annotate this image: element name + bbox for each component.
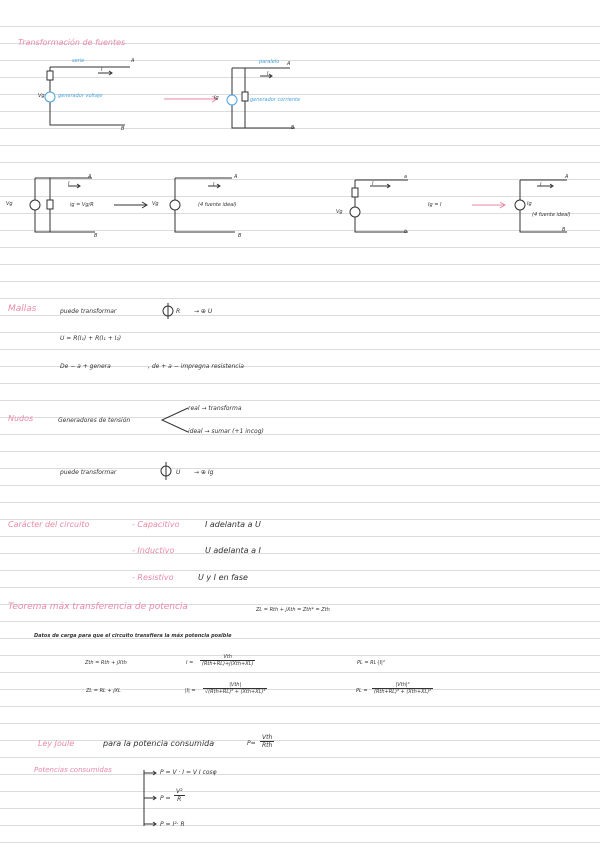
- teorema-i-lhs: I =: [186, 660, 194, 666]
- terminal-b1: B: [121, 126, 125, 132]
- teorema-pl2-frac: [372, 682, 433, 695]
- terminal-b4: B: [238, 233, 242, 239]
- mallas-puede: puede transformar: [60, 308, 117, 315]
- nudos-u: U: [176, 469, 181, 476]
- section-title-teorema: Teorema máx transferencia de potencia: [8, 602, 188, 612]
- potencias-eq2-frac: [174, 788, 185, 803]
- current-i6: I: [540, 182, 542, 188]
- terminal-a3: A: [88, 174, 92, 180]
- mallas-eq-u: U = R(I₁) + R(I₁ + I₂): [60, 335, 122, 342]
- current-i2: I: [267, 71, 269, 77]
- label-generador-voltaje: generador voltaje: [58, 93, 103, 99]
- joule-p-lhs: P=: [247, 740, 256, 747]
- nudos-brace: [160, 406, 190, 434]
- circuit-3: [20, 172, 110, 242]
- note-fuente-ideal: (4 fuente ideal): [198, 202, 237, 208]
- circuit-6: [505, 172, 580, 242]
- terminal-b2: B: [291, 125, 295, 131]
- current-i1: I: [101, 67, 103, 73]
- terminal-a6: A: [565, 174, 569, 180]
- label-paralelo: paralelo: [259, 59, 280, 65]
- section-title-joule: Ley Joule: [38, 739, 75, 748]
- nudos-ideal: ideal → sumar (+1 incog): [188, 428, 264, 435]
- section-title-nudos: Nudos: [8, 414, 34, 423]
- section-title-caracter: Carácter del circuito: [8, 520, 90, 529]
- teorema-abs-lhs: |I| =: [185, 688, 196, 694]
- joule-frac: [260, 734, 274, 749]
- potencias-eq2-num: V²: [176, 788, 183, 795]
- terminal-a2: A: [287, 61, 291, 67]
- mallas-r: R: [176, 308, 181, 315]
- label-ig6: Ig: [527, 201, 532, 207]
- teorema-abs-frac: [203, 682, 267, 695]
- current-i3: I: [68, 181, 70, 187]
- teorema-zl: ZL = RL + jXL: [86, 688, 121, 694]
- section-title-potencias: Potencias consumidas: [34, 766, 112, 774]
- nudos-puede: puede transformar: [60, 469, 117, 476]
- potencias-eq2-lhs: P =: [160, 795, 171, 802]
- label-vg5: Vg: [336, 209, 343, 215]
- label-generador-corriente: generador corriente: [250, 97, 301, 103]
- section-title-transformacion: Transformación de fuentes: [18, 38, 126, 47]
- section-title-mallas: Mallas: [8, 304, 37, 314]
- nudos-real: real → transforma: [188, 405, 242, 412]
- caracter-cap-desc: I adelanta a U: [205, 520, 261, 529]
- eq-ig-i: Ig = I: [428, 202, 442, 208]
- teorema-pl2-den: (Rth+RL)² + (Xth+XL)²: [374, 689, 432, 695]
- teorema-side: ZL = Rth + jXth = Zth* = Zth: [256, 607, 330, 613]
- terminal-a5: a: [404, 174, 408, 180]
- teorema-abs-num: |Vth|: [203, 682, 267, 689]
- potencias-eq1: P = V · I = V I cosφ: [160, 769, 217, 776]
- terminal-a1: A: [131, 58, 135, 64]
- label-vg3: Vg: [6, 201, 13, 207]
- arrow-transform-2: [112, 200, 152, 210]
- potencias-eq3: P = I²· R: [160, 821, 185, 828]
- label-vg1: Vg: [38, 93, 45, 99]
- terminal-b6: B: [562, 227, 566, 233]
- label-vg4: Vg: [152, 201, 159, 207]
- arrow-transform-1: [162, 94, 222, 104]
- terminal-b5: b: [404, 229, 408, 235]
- teorema-pl: PL = RL·|I|²: [357, 660, 385, 666]
- caracter-res-desc: U y I en fase: [198, 573, 248, 582]
- label-serie: serie: [72, 58, 85, 64]
- nudos-rhs: → ⊕ Ig: [194, 469, 214, 476]
- terminal-b3: B: [94, 233, 98, 239]
- mallas-line3a: De − a + genera: [60, 363, 111, 370]
- caracter-ind-desc: U adelanta a I: [205, 546, 261, 555]
- caracter-ind: - Inductivo: [132, 546, 175, 555]
- teorema-note: Datos de carga para que el circuito transfiera la máx potencia posible: [34, 633, 232, 639]
- joule-text: para la potencia consumida: [103, 739, 215, 748]
- joule-den: Rth: [262, 742, 273, 749]
- teorema-abs-den: √(Rth+RL)² + (Xth+XL)²: [205, 689, 266, 695]
- terminal-a4: A: [234, 174, 238, 180]
- teorema-pl2-num: |Vth|²: [372, 682, 433, 689]
- mallas-rhs: → ⊕ U: [194, 308, 213, 315]
- caracter-cap: - Capacitivo: [132, 520, 180, 529]
- label-ig2: Ig: [214, 95, 219, 101]
- potencias-eq2-den: R: [177, 796, 182, 803]
- note-fuente-ideal-b: (4 fuente ideal): [532, 212, 571, 218]
- teorema-pl2-lhs: PL =: [356, 688, 368, 694]
- teorema-i-num: Vth: [200, 654, 255, 661]
- mallas-line3b: , de + a − impregna resistencia: [148, 363, 244, 370]
- potencias-tree: [140, 770, 160, 832]
- caracter-res: - Resistivo: [132, 573, 174, 582]
- teorema-i-frac: [200, 654, 255, 667]
- teorema-i-den: (Rth+RL)+j(Xth+XL): [202, 661, 254, 667]
- teorema-zth: Zth = Rth + jXth: [85, 660, 127, 666]
- current-i4: I: [213, 182, 215, 188]
- current-i5: I: [372, 181, 374, 187]
- nudos-gen: Generadores de tensión: [58, 417, 131, 424]
- arrow-transform-3: [470, 200, 510, 210]
- nudos-source-icon: [158, 462, 181, 480]
- joule-num: Vth: [260, 734, 274, 742]
- eq-ig: ig = Vg/R: [70, 202, 94, 208]
